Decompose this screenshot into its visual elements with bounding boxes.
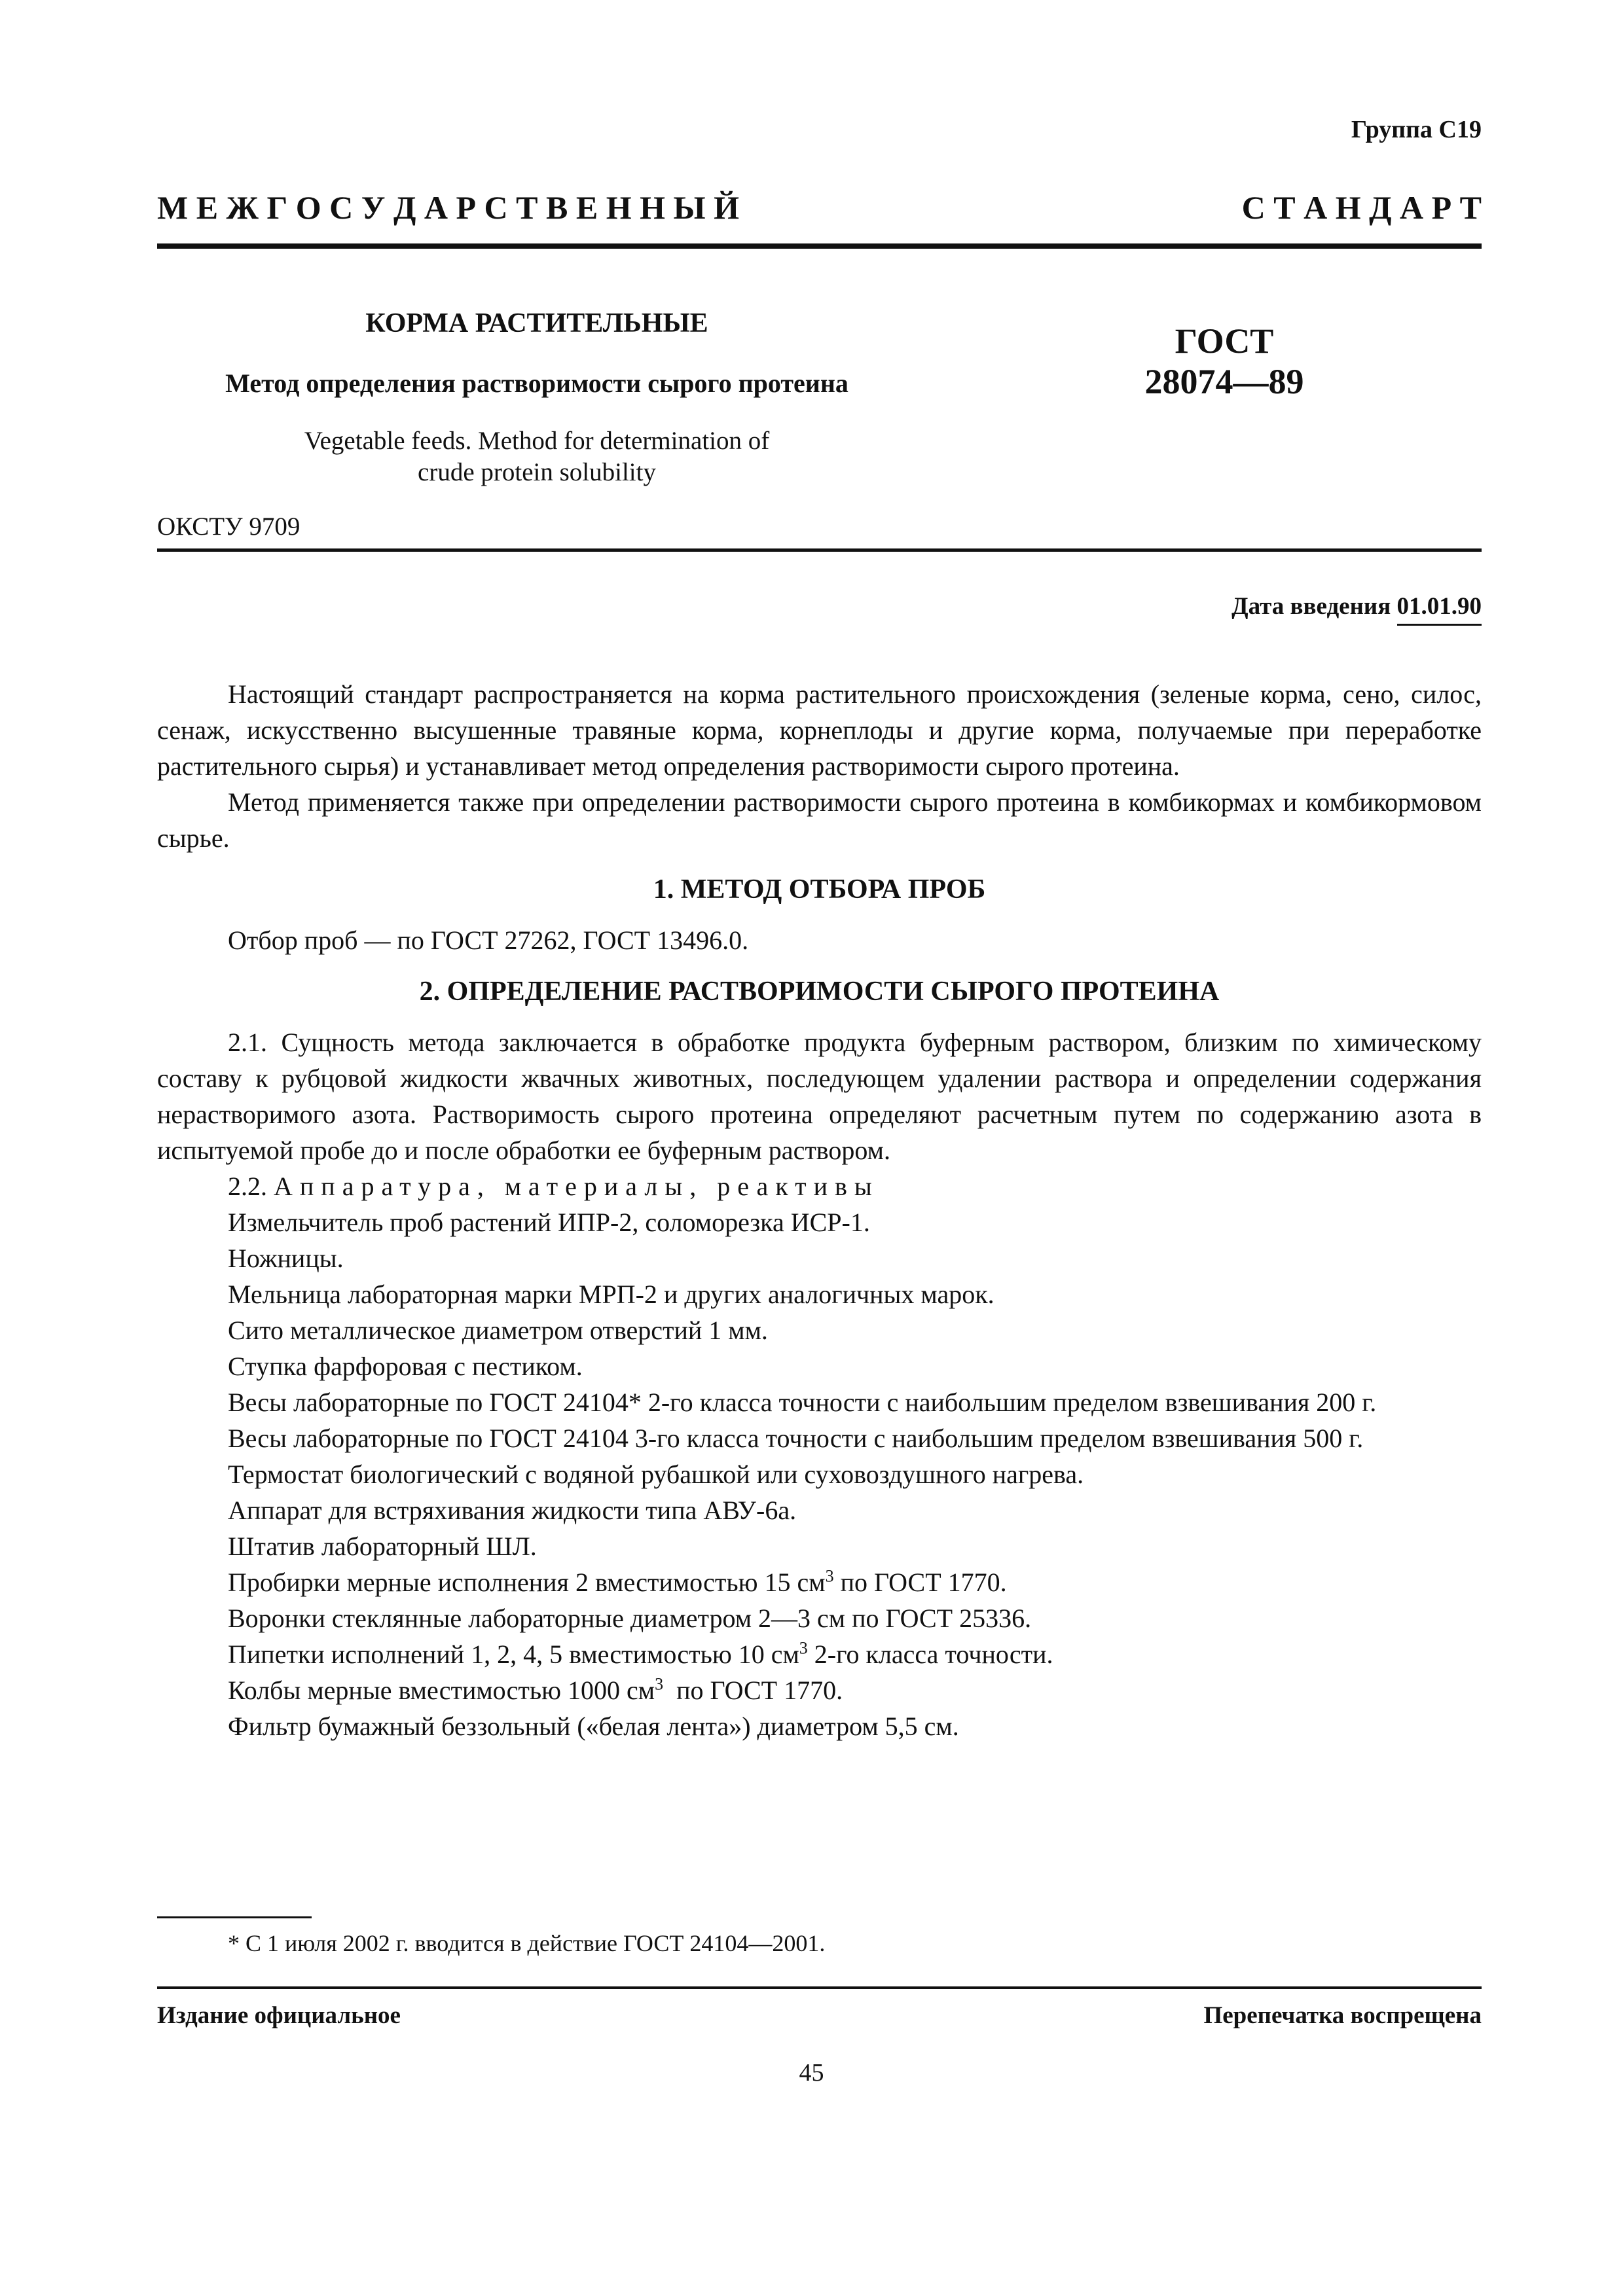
intro-paragraph: Метод применяется также при определении растворимости сырого протеина в комбикормах и комбикормовом сырье.: [157, 787, 1482, 853]
main-text: [157, 676, 1482, 1744]
clause-2-2-number: 2.2.: [228, 1172, 267, 1201]
page-number: 45: [799, 2059, 824, 2087]
equipment-item: Весы лабораторные по ГОСТ 24104* 2-го класса точности с наибольшим пределом взвешивания 200 г.: [228, 1388, 1377, 1417]
equipment-item-tubes: [157, 1564, 1482, 1600]
tubes-text: Пробирки мерные исполнения 2 вместимостью 15 см: [228, 1568, 826, 1597]
header-rule: [157, 243, 1482, 249]
gost-label: ГОСТ: [1175, 321, 1274, 361]
reprint-prohibited-label: Перепечатка воспрещена: [1203, 2002, 1482, 2029]
equipment-item-pipettes: [157, 1636, 1482, 1672]
official-edition-label: Издание официальное: [157, 2002, 401, 2029]
banner-right: С Т А Н Д А Р Т: [1241, 189, 1482, 226]
equipment-item: Аппарат для встряхивания жидкости типа АВУ-6а.: [228, 1496, 797, 1525]
clause-2-2-heading: [157, 1168, 1482, 1204]
section-1-heading: 1. МЕТОД ОТБОРА ПРОБ: [653, 874, 986, 905]
equipment-item: Весы лабораторные по ГОСТ 24104 3-го класса точности с наибольшим пределом взвешивания 500 г.: [228, 1424, 1364, 1453]
standard-banner: [157, 188, 1482, 226]
equipment-item: Измельчитель проб растений ИПР-2, соломорезка ИСР-1.: [228, 1208, 870, 1237]
english-title-line1: Vegetable feeds. Method for determination of: [304, 427, 770, 455]
equipment-item: Ножницы.: [228, 1244, 344, 1273]
flasks-text: Колбы мерные вместимостью 1000 см: [228, 1676, 655, 1705]
section-1-text: Отбор проб — по ГОСТ 27262, ГОСТ 13496.0.: [228, 925, 749, 955]
banner-left: М Е Ж Г О С У Д А Р С Т В Е Н Н Ы Й: [157, 189, 739, 226]
footnote: * С 1 июля 2002 г. вводится в действие ГОСТ 24104—2001.: [228, 1930, 826, 1956]
document-title: КОРМА РАСТИТЕЛЬНЫЕ: [365, 308, 708, 338]
pipettes-text-end: 2-го класса точности.: [807, 1640, 1053, 1669]
gost-designation: [1113, 321, 1336, 402]
document-subtitle: Метод определения растворимости сырого протеина: [225, 368, 848, 398]
superscript-3: 3: [799, 1638, 808, 1658]
superscript-3: 3: [655, 1674, 664, 1694]
title-rule: [157, 548, 1482, 552]
group-label: Группа С19: [1351, 116, 1482, 143]
equipment-item: Фильтр бумажный беззольный («белая лента») диаметром 5,5 см.: [228, 1712, 959, 1741]
english-title-line2: crude protein solubility: [418, 458, 656, 486]
gost-number: 28074—89: [1144, 362, 1304, 401]
effective-date: [1231, 592, 1482, 620]
equipment-item: Сито металлическое диаметром отверстий 1 мм.: [228, 1316, 768, 1345]
footer-rule: [157, 1986, 1482, 1989]
okstu-code: ОКСТУ 9709: [157, 512, 301, 541]
footnote-rule: [157, 1916, 312, 1918]
section-2-heading: 2. ОПРЕДЕЛЕНИЕ РАСТВОРИМОСТИ СЫРОГО ПРОТЕИНА: [419, 977, 1220, 1007]
tubes-text-end: по ГОСТ 1770.: [833, 1568, 1007, 1597]
intro-paragraph: Настоящий стандарт распространяется на корма растительного происхождения (зеленые корма, сено, силос, сенаж, искусственно высушенные травяные корма, корнеплоды и другие корма, получаемые при переработке растительного сырья) и устанавливает метод определения растворимости сырого протеина.: [157, 679, 1482, 781]
equipment-item: Воронки стеклянные лабораторные диаметром 2—3 см по ГОСТ 25336.: [228, 1604, 1032, 1633]
equipment-item-flasks: [157, 1672, 1482, 1708]
pipettes-text: Пипетки исполнений 1, 2, 4, 5 вместимостью 10 см: [228, 1640, 799, 1669]
date-label: Дата введения: [1231, 593, 1391, 620]
superscript-3: 3: [825, 1566, 834, 1586]
flasks-text-end: по ГОСТ 1770.: [663, 1676, 843, 1705]
equipment-item: Термостат биологический с водяной рубашкой или суховоздушного нагрева.: [228, 1460, 1084, 1489]
clause-2-2-title: Аппаратура, материалы, реактивы: [274, 1172, 879, 1201]
equipment-item: Штатив лабораторный ШЛ.: [228, 1532, 537, 1561]
clause-2-1: 2.1. Сущность метода заключается в обработке продукта буферным раствором, близким по химическому составу к рубцовой жидкости жвачных животных, последующем удалении раствора и определении содержания нерастворимого азота. Растворимость сырого протеина определяют расчетным путем по содержанию азота в испытуемой пробе до и после обработки ее буферным раствором.: [157, 1028, 1482, 1165]
date-value: 01.01.90: [1397, 593, 1482, 626]
english-title: [157, 425, 917, 488]
equipment-item: Мельница лабораторная марки МРП-2 и других аналогичных марок.: [228, 1280, 994, 1309]
equipment-item: Ступка фарфоровая с пестиком.: [228, 1352, 583, 1381]
